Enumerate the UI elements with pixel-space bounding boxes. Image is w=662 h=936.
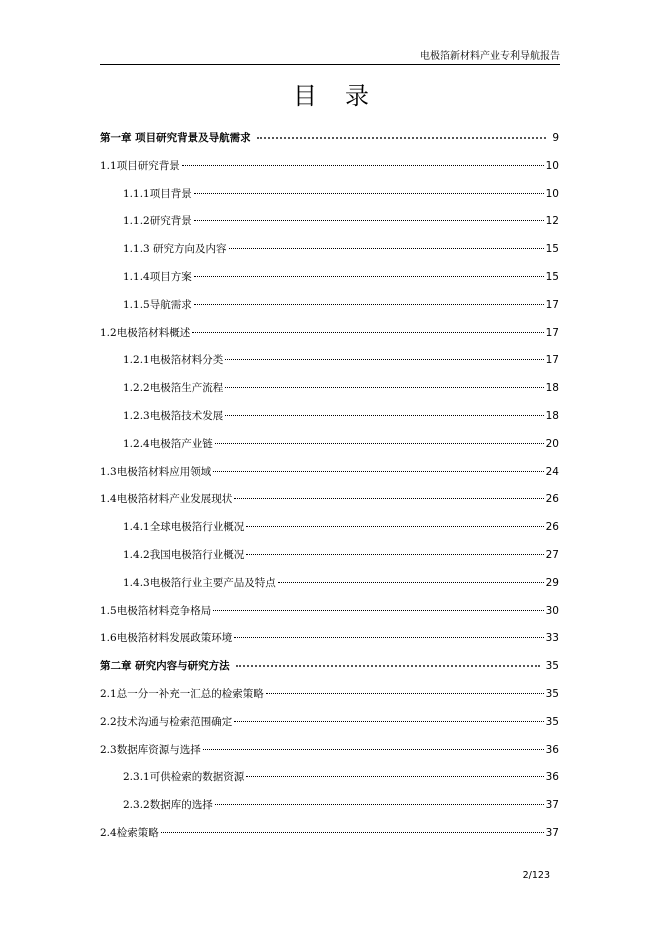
toc-entry[interactable] (100, 825, 559, 853)
dot-leader (257, 137, 547, 139)
toc-entry-page: 12 (545, 215, 559, 228)
toc-entry-page: 35 (545, 687, 559, 700)
dot-leader (203, 749, 544, 750)
toc-entry[interactable] (100, 158, 559, 186)
toc-entry-title: 1.2电极箔材料概述 (100, 326, 191, 339)
toc-entry-title: 1.4.1全球电极箔行业概况 (123, 521, 245, 534)
toc-entry[interactable] (100, 714, 559, 742)
toc-entry-title: 1.1.2研究背景 (123, 215, 192, 228)
toc-entry-title: 1.1项目研究背景 (100, 159, 180, 172)
toc-entry-page: 10 (545, 159, 559, 172)
toc-entry-page: 15 (545, 270, 559, 283)
toc-entry-page: 35 (545, 660, 559, 673)
toc-entry[interactable] (100, 325, 559, 353)
toc-entry-page: 36 (545, 771, 559, 784)
dot-leader (192, 332, 543, 333)
toc-entry[interactable] (100, 241, 559, 269)
toc-entry-title: 1.2.2电极箔生产流程 (123, 382, 224, 395)
toc-entry-page: 17 (545, 298, 559, 311)
toc-entry-page: 29 (545, 576, 559, 589)
toc-entry-title: 2.2技术沟通与检索范围确定 (100, 715, 233, 728)
dot-leader (266, 693, 544, 694)
dot-leader (234, 498, 543, 499)
toc-entry[interactable] (100, 769, 559, 797)
toc-entry-title: 2.1总一分一补充一汇总的检索策略 (100, 687, 264, 700)
table-of-contents (100, 130, 559, 853)
toc-entry-title: 2.4检索策略 (100, 826, 159, 839)
dot-leader (213, 471, 543, 472)
toc-entry-page: 9 (552, 132, 559, 144)
toc-entry[interactable] (100, 797, 559, 825)
toc-entry-title: 1.4电极箔材料产业发展现状 (100, 493, 233, 506)
dot-leader (182, 165, 544, 166)
toc-entry-page: 15 (545, 243, 559, 256)
toc-entry-title: 1.2.1电极箔材料分类 (123, 354, 224, 367)
toc-entry-page: 33 (545, 632, 559, 645)
toc-entry-page: 26 (545, 521, 559, 534)
toc-entry-title: 2.3.2数据库的选择 (123, 799, 213, 812)
toc-entry-page: 24 (545, 465, 559, 478)
toc-entry-page: 17 (545, 326, 559, 339)
toc-entry-title: 1.5电极箔材料竞争格局 (100, 604, 212, 617)
toc-entry-page: 17 (545, 354, 559, 367)
dot-leader (215, 804, 544, 805)
toc-entry[interactable] (100, 408, 559, 436)
dot-leader (229, 248, 544, 249)
dot-leader (246, 776, 543, 777)
dot-leader (194, 220, 544, 221)
toc-entry-title: 1.1.4项目方案 (123, 270, 192, 283)
dot-leader (194, 304, 544, 305)
dot-leader (225, 415, 543, 416)
toc-entry[interactable] (100, 603, 559, 631)
toc-entry-page: 30 (545, 604, 559, 617)
toc-entry-title: 1.3电极箔材料应用领域 (100, 465, 212, 478)
dot-leader (225, 359, 543, 360)
toc-entry[interactable] (100, 491, 559, 519)
dot-leader (236, 665, 540, 667)
toc-entry[interactable] (100, 269, 559, 297)
toc-entry-page: 27 (545, 548, 559, 561)
toc-entry-page: 36 (545, 743, 559, 756)
toc-entry[interactable] (100, 658, 559, 686)
toc-entry[interactable] (100, 686, 559, 714)
dot-leader (278, 582, 544, 583)
toc-entry[interactable] (100, 630, 559, 658)
dot-leader (234, 637, 543, 638)
toc-entry-title: 1.1.3 研究方向及内容 (123, 243, 227, 256)
toc-entry-page: 18 (545, 409, 559, 422)
toc-entry-title: 第二章 研究内容与研究方法 (100, 660, 230, 673)
dot-leader (194, 193, 544, 194)
toc-entry[interactable] (100, 352, 559, 380)
header-rule (100, 64, 560, 65)
dot-leader (246, 526, 543, 527)
toc-entry[interactable] (100, 186, 559, 214)
running-header: 电极箔新材料产业专利导航报告 (420, 51, 560, 62)
toc-entry-title: 1.2.4电极箔产业链 (123, 437, 213, 450)
toc-entry-title: 1.1.5导航需求 (123, 298, 192, 311)
toc-entry[interactable] (100, 297, 559, 325)
toc-entry[interactable] (100, 464, 559, 492)
toc-entry-page: 26 (545, 493, 559, 506)
toc-entry-page: 18 (545, 382, 559, 395)
toc-entry-title: 1.6电极箔材料发展政策环境 (100, 632, 233, 645)
toc-entry-page: 37 (545, 799, 559, 812)
dot-leader (213, 610, 543, 611)
toc-entry-title: 1.4.3电极箔行业主要产品及特点 (123, 576, 276, 589)
dot-leader (225, 387, 543, 388)
toc-entry-title: 2.3.1可供检索的数据资源 (123, 771, 245, 784)
dot-leader (215, 443, 544, 444)
dot-leader (194, 276, 544, 277)
toc-entry[interactable] (100, 436, 559, 464)
toc-entry-page: 37 (545, 826, 559, 839)
toc-entry[interactable] (100, 742, 559, 770)
dot-leader (161, 832, 544, 833)
toc-entry-title: 第一章 项目研究背景及导航需求 (100, 132, 251, 144)
toc-entry[interactable] (100, 519, 559, 547)
toc-entry[interactable] (100, 547, 559, 575)
toc-entry[interactable] (100, 130, 559, 158)
page-title: 目录 (293, 82, 397, 110)
toc-entry-page: 10 (545, 187, 559, 200)
toc-entry-page: 35 (545, 715, 559, 728)
toc-entry-page: 20 (545, 437, 559, 450)
toc-entry[interactable] (100, 380, 559, 408)
page-number: 2/123 (522, 870, 550, 881)
toc-entry-title: 1.1.1项目背景 (123, 187, 192, 200)
toc-entry-title: 1.4.2我国电极箔行业概况 (123, 548, 245, 561)
toc-entry-title: 2.3数据库资源与选择 (100, 743, 201, 756)
dot-leader (246, 554, 543, 555)
toc-entry-title: 1.2.3电极箔技术发展 (123, 409, 224, 422)
dot-leader (234, 721, 543, 722)
toc-entry[interactable] (100, 213, 559, 241)
toc-entry[interactable] (100, 575, 559, 603)
